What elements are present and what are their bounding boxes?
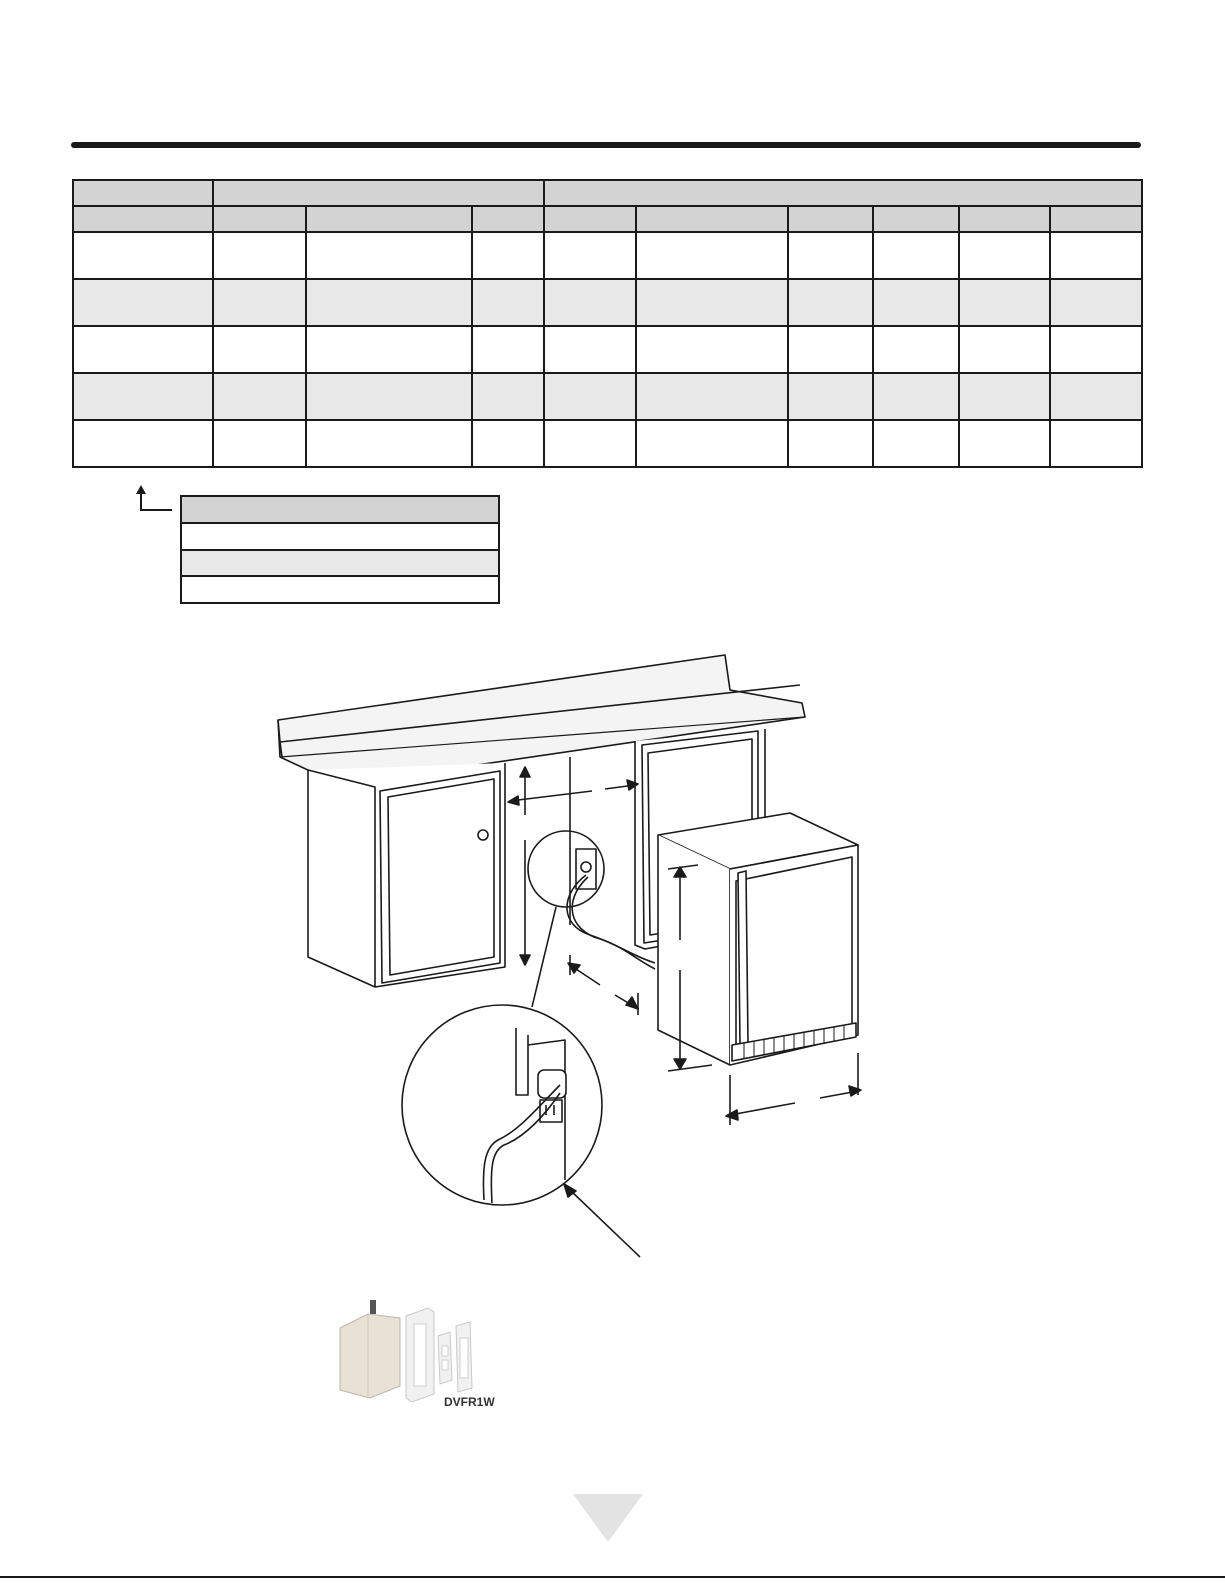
table-cell: [788, 373, 873, 420]
table-cell: [306, 373, 472, 420]
table-cell: [472, 420, 544, 467]
table-cell: [873, 279, 959, 326]
table-cell: [788, 232, 873, 279]
table-header-cell: [213, 180, 544, 206]
table-cell: [73, 420, 213, 467]
legend-cell: [181, 550, 499, 576]
table-header-cell: [472, 206, 544, 232]
door-knob: [478, 830, 488, 840]
table-header-cell: [213, 206, 306, 232]
triangle-down-icon[interactable]: [573, 1494, 643, 1544]
legend-cell: [181, 496, 499, 523]
table-cell: [959, 232, 1050, 279]
table-cell: [788, 420, 873, 467]
table-cell: [544, 279, 636, 326]
table-cell: [213, 326, 306, 373]
table-row: [73, 232, 1142, 279]
table-cell: [873, 420, 959, 467]
specification-table: [72, 179, 1143, 468]
table-cell: [1050, 373, 1142, 420]
table-cell: [73, 279, 213, 326]
table-cell: [73, 373, 213, 420]
table-header-cell: [1050, 206, 1142, 232]
magnify-circle-large: [402, 1005, 602, 1205]
legend-cell: [181, 523, 499, 550]
table-cell: [873, 326, 959, 373]
table-cell: [73, 232, 213, 279]
legend-row: [181, 576, 499, 603]
installation-diagram: [260, 645, 880, 1270]
table-cell: [544, 373, 636, 420]
table-header-cell: [873, 206, 959, 232]
table-cell: [959, 420, 1050, 467]
table-cell: [788, 279, 873, 326]
table-header-cell: [636, 206, 788, 232]
table-row: [73, 420, 1142, 467]
table-row: [73, 279, 1142, 326]
footer-rule: [0, 1576, 1225, 1578]
table-cell: [213, 279, 306, 326]
table-cell: [306, 279, 472, 326]
table-cell: [1050, 232, 1142, 279]
note-arrow-icon: [128, 484, 178, 516]
appliance-handle: [738, 871, 748, 1045]
table-cell: [1050, 326, 1142, 373]
table-cell: [544, 420, 636, 467]
legend-table: [180, 495, 500, 604]
table-cell: [873, 373, 959, 420]
outlet: [576, 849, 596, 889]
table-cell: [636, 232, 788, 279]
table-header-cell: [544, 206, 636, 232]
legend-cell: [181, 576, 499, 603]
table-cell: [1050, 279, 1142, 326]
table-header-cell: [788, 206, 873, 232]
table-header-cell: [73, 206, 213, 232]
table-cell: [213, 420, 306, 467]
legend-header-row: [181, 496, 499, 523]
table-header-cell: [73, 180, 213, 206]
table-cell: [636, 279, 788, 326]
legend-row: [181, 550, 499, 576]
table-cell: [544, 326, 636, 373]
table-cell: [636, 420, 788, 467]
header-rule: [71, 142, 1141, 148]
table-cell: [472, 232, 544, 279]
table-header-cell: [306, 206, 472, 232]
table-cell: [472, 326, 544, 373]
table-header-cell: [959, 206, 1050, 232]
table-cell: [544, 232, 636, 279]
table-cell: [472, 279, 544, 326]
table-cell: [1050, 420, 1142, 467]
product-model-label: DVFR1W: [444, 1395, 495, 1409]
table-row: [73, 373, 1142, 420]
table-cell: [213, 232, 306, 279]
table-group-header-row: [73, 180, 1142, 206]
table-column-header-row: [73, 206, 1142, 232]
table-cell: [306, 232, 472, 279]
table-cell: [636, 326, 788, 373]
table-cell: [873, 232, 959, 279]
table-row: [73, 326, 1142, 373]
table-cell: [959, 326, 1050, 373]
table-cell: [959, 373, 1050, 420]
product-photo: [330, 1298, 505, 1413]
table-cell: [73, 326, 213, 373]
table-cell: [472, 373, 544, 420]
table-cell: [306, 420, 472, 467]
table-cell: [788, 326, 873, 373]
table-cell: [636, 373, 788, 420]
table-cell: [959, 279, 1050, 326]
legend-row: [181, 523, 499, 550]
table-cell: [213, 373, 306, 420]
table-cell: [306, 326, 472, 373]
table-header-cell: [544, 180, 1142, 206]
